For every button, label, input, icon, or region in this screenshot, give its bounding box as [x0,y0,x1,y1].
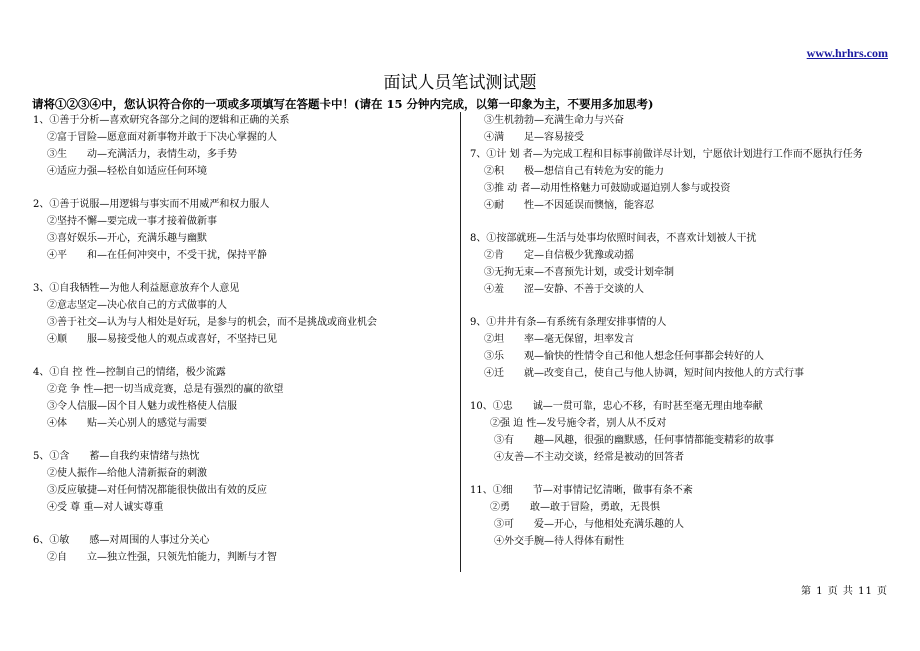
page-number: 第 1 页 共 11 页 [801,586,888,597]
question-5-option-3: ③反应敏捷—对任何情况都能很快做出有效的反应 [47,485,267,496]
question-5-head: 5、①含 蓄—自我约束情绪与热忱 [33,451,200,462]
right-column [470,112,890,550]
question-1-option-4: ④适应力强—轻松自如适应任何环境 [47,166,207,177]
question-7-option-2: ②积 极—想信自己有转危为安的能力 [484,166,664,177]
question-2-head: 2、①善于说服—用逻辑与事实而不用威严和权力服人 [33,199,270,210]
question-9-option-4: ④迁 就—改变自己，使自己与他人协调，短时间内按他人的方式行事 [484,368,804,379]
question-10-option-4: ④友善—不主动交谈，经常是被动的回答者 [494,452,684,463]
question-2-option-2: ②坚持不懈—要完成一事才接着做新事 [47,216,217,227]
question-10-option-2: ②强 迫 性—发号施令者，别人从不反对 [490,418,667,429]
question-1-option-3: ③生 动—充满活力，表情生动，多手势 [47,149,237,160]
question-11-option-2: ②勇 敢—敢于冒险，勇敢，无畏惧 [490,502,660,513]
question-1-head: 1、①善于分析—喜欢研究各部分之间的逻辑和正确的关系 [33,115,290,126]
question-4-option-3: ③令人信服—因个目人魅力或性格使人信服 [47,401,237,412]
question-6-head: 6、①敏 感—对周围的人事过分关心 [33,535,210,546]
left-column [33,112,453,566]
question-9-option-3: ③乐 观—愉快的性情令自己和他人想念任何事都会转好的人 [484,351,764,362]
question-6-option-4: ④满 足—容易接受 [484,132,584,143]
question-11-head: 11、①细 节—对事情记忆清晰，做事有条不紊 [470,485,693,496]
question-5-option-2: ②使人振作—给他人清新振奋的刺激 [47,468,207,479]
question-8-option-3: ③无拘无束—不喜预先计划，或受计划牵制 [484,267,674,278]
column-divider [460,112,461,572]
question-3-option-4: ④顺 服—易接受他人的观点或喜好，不坚持已见 [47,334,277,345]
page-title: 面试人员笔试测试题 [383,73,537,93]
question-11-option-3: ③可 爱—开心，与他相处充满乐趣的人 [494,519,684,530]
question-7-option-4: ④耐 性—不因延误而懊恼，能容忍 [484,200,654,211]
question-6-option-3: ③生机勃勃—充满生命力与兴奋 [484,115,624,126]
question-6-option-2: ②自 立—独立性强，只领先怕能力，判断与才智 [47,552,277,563]
question-5-option-4: ④受 尊 重—对人诚实尊重 [47,502,164,513]
question-4-head: 4、①自 控 性—控制自己的情绪，极少流露 [33,367,226,378]
question-3-option-2: ②意志坚定—决心依自己的方式做事的人 [47,300,227,311]
question-10-head: 10、①忠 诚—一贯可靠，忠心不移，有时甚至毫无理由地奉献 [470,401,763,412]
question-8-option-4: ④羞 涩—安静、不善于交谈的人 [484,284,644,295]
question-1-option-2: ②富于冒险—愿意面对新事物并敢于下决心掌握的人 [47,132,277,143]
question-4-option-2: ②竞 争 性—把一切当成竞赛，总是有强烈的赢的欲望 [47,384,284,395]
question-8-option-2: ②肯 定—自信极少犹豫或动摇 [484,250,634,261]
instruction-text: 请将①②③④中，您认识符合你的一项或多项填写在答题卡中！(请在 15 分钟内完成，以第一印象为主，不要用多加思考) [32,97,654,111]
question-9-option-2: ②坦 率—毫无保留，坦率发言 [484,334,634,345]
question-10-option-3: ③有 趣—风趣，很强的幽默感，任何事情都能变精彩的故事 [494,435,774,446]
question-9-head: 9、①井井有条—有系统有条理安排事情的人 [470,317,667,328]
question-8-head: 8、①按部就班—生活与处事均依照时间表，不喜欢计划被人干扰 [470,233,757,244]
question-4-option-4: ④体 贴—关心别人的感觉与需要 [47,418,207,429]
question-7-head: 7、①计 划 者—为完成工程和目标事前做详尽计划，宁愿依计划进行工作而不愿执行任务 [470,149,863,160]
question-11-option-4: ④外交手腕—待人得体有耐性 [494,536,624,547]
question-3-head: 3、①自我牺牲—为他人利益愿意放弃个人意见 [33,283,240,294]
question-2-option-4: ④平 和—在任何冲突中，不受干扰，保持平静 [47,250,267,261]
question-7-option-3: ③推 动 者—动用性格魅力可鼓励或逼迫别人参与或投资 [484,183,731,194]
site-url-link[interactable]: www.hrhrs.com [806,46,888,60]
question-2-option-3: ③喜好娱乐—开心，充满乐趣与幽默 [47,233,207,244]
question-3-option-3: ③善于社交—认为与人相处是好玩，是参与的机会，而不是挑战或商业机会 [47,317,377,328]
